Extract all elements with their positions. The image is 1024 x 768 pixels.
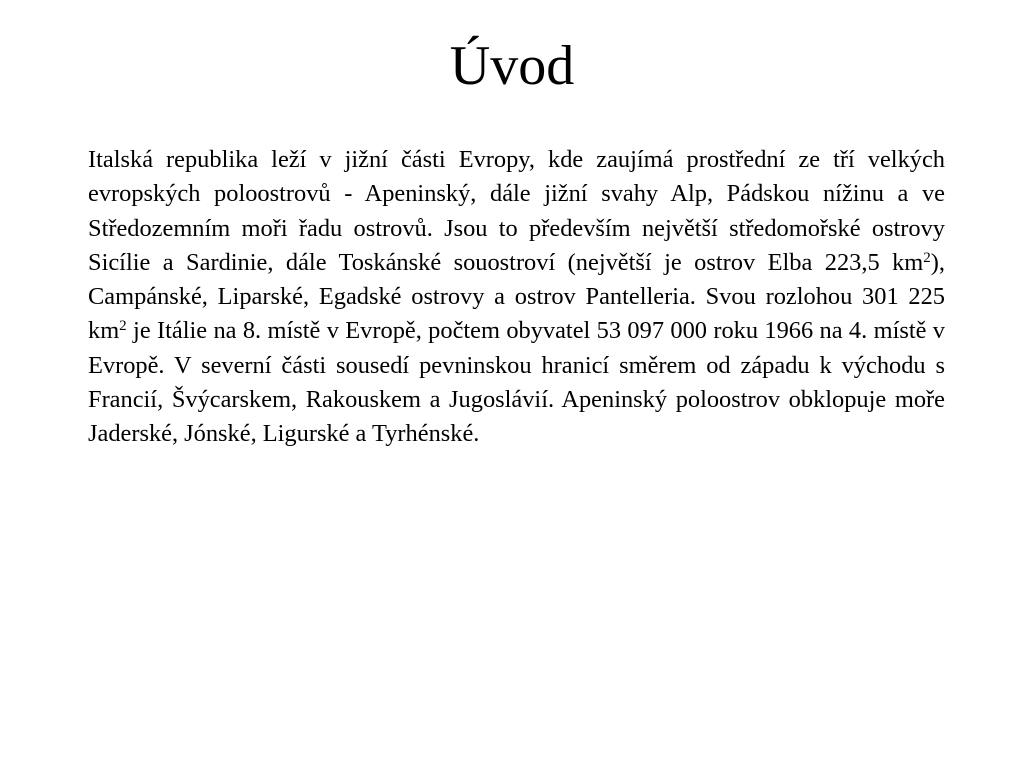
slide-body-paragraph bbox=[88, 143, 945, 452]
body-text-part-3: je Itálie na 8. místě v Evropě, počtem obyvatel 53 097 000 roku 1966 na 4. místě v Evropě. V severní části sousedí pevninskou hranicí směrem od západu k východu s Francií, Švýcarskem, Rakouskem a Jugoslávií. Apeninský poloostrov obklopuje moře Jaderské, Jónské, Ligurské a Tyrhénské. bbox=[88, 317, 945, 448]
body-text-part-1: Italská republika leží v jižní části Evropy, kde zaujímá prostřední ze tří velkých evropských poloostrovů - Apeninský, dále jižní svahy Alp, Pádskou nížinu a ve Středozemním moři řadu ostrovů. Jsou to především největší středomořské ostrovy Sicílie a Sardinie, dále Toskánské souostroví (největší je ostrov Elba 223,5 km bbox=[88, 146, 945, 276]
body-text-part-2: ), Campánské, Liparské, Egadské ostrovy a ostrov Pantelleria. Svou rozlohou 301 225 km bbox=[88, 248, 945, 345]
superscript-square-2: 2 bbox=[119, 318, 127, 335]
superscript-square-1: 2 bbox=[923, 249, 931, 266]
slide-title: Úvod bbox=[449, 35, 575, 97]
